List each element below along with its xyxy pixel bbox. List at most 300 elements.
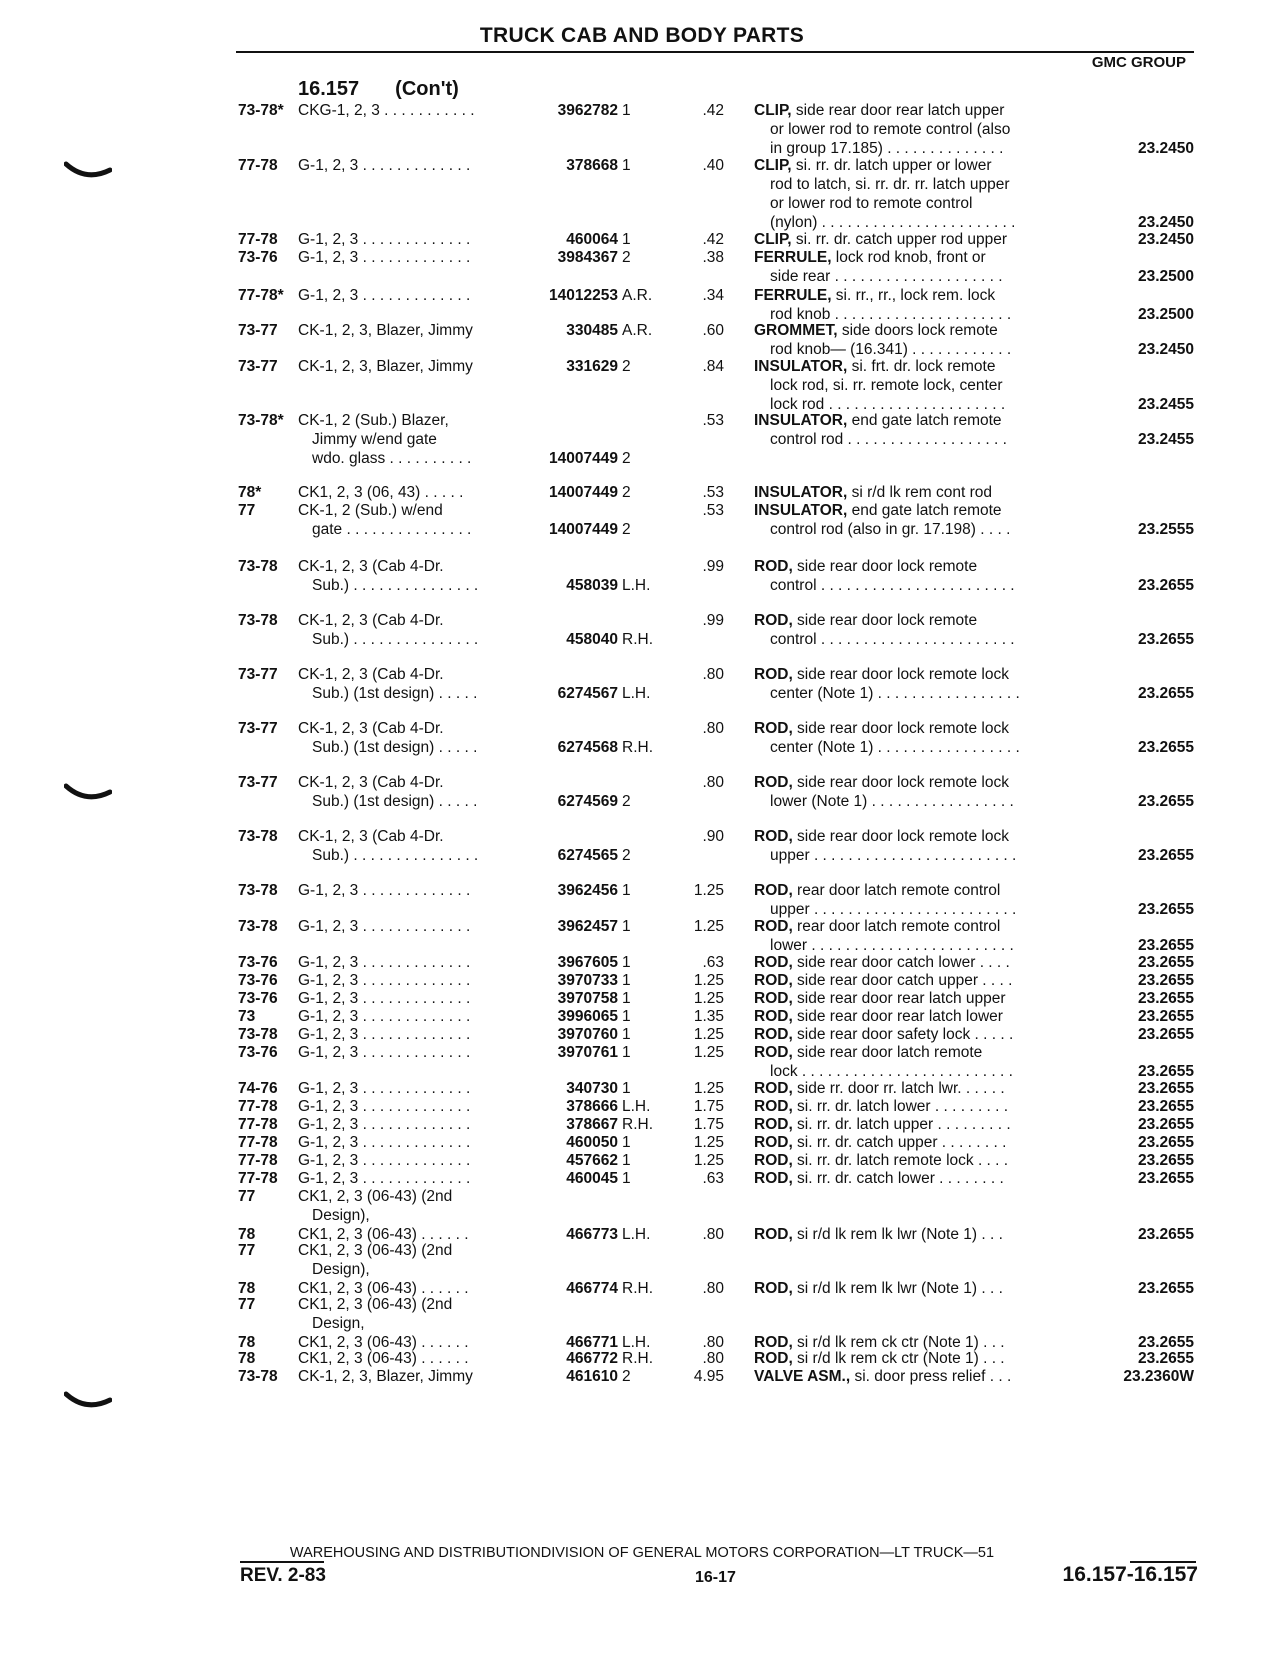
application-line: G-1, 2, 3 . . . . . . . . . . . . . bbox=[298, 1134, 471, 1151]
list-price: .34 bbox=[702, 287, 724, 304]
group-number: 23.2655 bbox=[1137, 1026, 1194, 1043]
list-price: 1.25 bbox=[693, 882, 724, 899]
description-line bbox=[754, 230, 1078, 249]
list-price: 4.95 bbox=[693, 1368, 724, 1385]
part-number: 3967605 bbox=[557, 954, 618, 971]
description-text: si. rr. dr. latch lower . . . . . . . . . bbox=[792, 1098, 1009, 1115]
list-price: .63 bbox=[702, 954, 724, 971]
description-line bbox=[754, 1169, 1078, 1188]
group-number: 23.2655 bbox=[1137, 793, 1194, 810]
model-years-cell bbox=[238, 719, 298, 738]
list-price: .53 bbox=[702, 484, 724, 501]
application-cell bbox=[298, 411, 510, 468]
application-line: Sub.) (1st design) . . . . . bbox=[312, 685, 478, 702]
application-line: CK-1, 2, 3 (Cab 4-Dr. bbox=[298, 612, 444, 629]
application-line: Sub.) . . . . . . . . . . . . . . . bbox=[312, 631, 479, 648]
part-name: CLIP, bbox=[754, 157, 792, 174]
quantity: R.H. bbox=[622, 739, 653, 756]
quantity: 2 bbox=[622, 484, 631, 501]
model-years-cell bbox=[238, 1133, 298, 1152]
description-line bbox=[754, 773, 1078, 792]
part-name: ROD, bbox=[754, 828, 793, 845]
model-years: 73-78 bbox=[238, 918, 278, 935]
application-cell bbox=[298, 101, 510, 120]
group-number: 23.2360W bbox=[1123, 1368, 1194, 1385]
description-line bbox=[754, 630, 1078, 649]
description-text: side rear door safety lock . . . . . bbox=[792, 1026, 1014, 1043]
footer-rule bbox=[240, 1561, 324, 1563]
list-price: 1.25 bbox=[693, 1080, 724, 1097]
list-price: 1.75 bbox=[693, 1098, 724, 1115]
application-cell bbox=[298, 501, 510, 539]
quantity: 1 bbox=[622, 882, 631, 899]
description-text: si r/d lk rem ck ctr (Note 1) . . . bbox=[792, 1334, 1005, 1351]
list-price: .40 bbox=[702, 157, 724, 174]
part-number: 460045 bbox=[566, 1170, 618, 1187]
binder-hole-mark bbox=[64, 1390, 112, 1412]
application-cell bbox=[298, 611, 510, 649]
part-name: ROD, bbox=[754, 1134, 793, 1151]
application-line: CK-1, 2, 3 (Cab 4-Dr. bbox=[298, 828, 444, 845]
quantity: 2 bbox=[622, 249, 631, 266]
description-text: si r/d lk rem ck ctr (Note 1) . . . bbox=[792, 1350, 1005, 1367]
application-line: CK-1, 2, 3 (Cab 4-Dr. bbox=[298, 774, 444, 791]
description-text: si. rr., rr., lock rem. lock bbox=[831, 287, 996, 304]
application-line: Sub.) . . . . . . . . . . . . . . . bbox=[312, 577, 479, 594]
list-price: .53 bbox=[702, 412, 724, 429]
model-years-cell bbox=[238, 483, 298, 502]
application-cell bbox=[298, 1133, 510, 1152]
application-line: G-1, 2, 3 . . . . . . . . . . . . . bbox=[298, 249, 471, 266]
list-price: .80 bbox=[702, 1350, 724, 1367]
application-cell bbox=[298, 719, 510, 757]
model-years: 77-78 bbox=[238, 1170, 278, 1187]
description-text: lower . . . . . . . . . . . . . . . . . . . . . . . . bbox=[770, 937, 1014, 954]
description-text: side rear door rear latch upper bbox=[791, 102, 1005, 119]
description-text: lock rod, si. rr. remote lock, center bbox=[770, 377, 1003, 394]
description-cell bbox=[754, 156, 1078, 232]
application-line: G-1, 2, 3 . . . . . . . . . . . . . bbox=[298, 1170, 471, 1187]
application-line: wdo. glass . . . . . . . . . . bbox=[312, 450, 472, 467]
model-years: 78 bbox=[238, 1226, 256, 1243]
description-text: si. door press relief . . . bbox=[850, 1368, 1012, 1385]
application-cell bbox=[298, 1295, 510, 1352]
part-name: ROD, bbox=[754, 774, 793, 791]
model-years: 73-76 bbox=[238, 249, 278, 266]
quantity: 1 bbox=[622, 1134, 631, 1151]
model-years: 77 bbox=[238, 1296, 256, 1313]
application-cell bbox=[298, 1349, 510, 1368]
list-price: .80 bbox=[702, 1280, 724, 1297]
description-text: (nylon) . . . . . . . . . . . . . . . . . . . . . . . bbox=[770, 214, 1016, 231]
description-text: side rear door rear latch lower bbox=[792, 1008, 1003, 1025]
description-line bbox=[754, 557, 1078, 576]
part-name: INSULATOR, bbox=[754, 484, 848, 501]
application-line: Sub.) (1st design) . . . . . bbox=[312, 739, 478, 756]
description-line bbox=[754, 1187, 1078, 1206]
description-line bbox=[754, 1007, 1078, 1026]
group-number: 23.2655 bbox=[1137, 1116, 1194, 1133]
description-cell bbox=[754, 1115, 1078, 1134]
group-number: 23.2450 bbox=[1137, 140, 1194, 157]
application-cell bbox=[298, 1151, 510, 1170]
application-line: G-1, 2, 3 . . . . . . . . . . . . . bbox=[298, 1026, 471, 1043]
application-cell bbox=[298, 483, 510, 502]
model-years: 78 bbox=[238, 1334, 256, 1351]
description-cell bbox=[754, 971, 1078, 990]
description-line bbox=[754, 576, 1078, 595]
list-price: 1.25 bbox=[693, 1044, 724, 1061]
description-line bbox=[754, 430, 1078, 449]
application-line: CK-1, 2 (Sub.) w/end bbox=[298, 502, 443, 519]
description-line bbox=[754, 917, 1078, 936]
model-years: 77-78 bbox=[238, 1134, 278, 1151]
part-name: CLIP, bbox=[754, 102, 792, 119]
model-years-cell bbox=[238, 321, 298, 340]
description-line bbox=[754, 881, 1078, 900]
model-years: 78 bbox=[238, 1350, 256, 1367]
part-name: ROD, bbox=[754, 666, 793, 683]
model-years: 73-78 bbox=[238, 882, 278, 899]
part-number: 378666 bbox=[566, 1098, 618, 1115]
quantity: 2 bbox=[622, 521, 631, 538]
application-line: CK1, 2, 3 (06-43) (2nd bbox=[298, 1296, 453, 1313]
description-cell bbox=[754, 719, 1078, 757]
part-number: 6274569 bbox=[557, 793, 618, 810]
model-years: 73-77 bbox=[238, 720, 278, 737]
description-text: side rear door catch lower . . . . bbox=[792, 954, 1010, 971]
description-line bbox=[754, 684, 1078, 703]
model-years-cell bbox=[238, 557, 298, 576]
description-line bbox=[754, 1241, 1078, 1260]
application-line: Design), bbox=[312, 1261, 370, 1278]
description-cell bbox=[754, 773, 1078, 811]
application-line: CK1, 2, 3 (06-43) . . . . . . bbox=[298, 1226, 469, 1243]
application-line: G-1, 2, 3 . . . . . . . . . . . . . bbox=[298, 1044, 471, 1061]
model-years: 77-78 bbox=[238, 1116, 278, 1133]
application-line: G-1, 2, 3 . . . . . . . . . . . . . bbox=[298, 231, 471, 248]
application-line: CK-1, 2, 3, Blazer, Jimmy bbox=[298, 322, 473, 339]
application-cell bbox=[298, 773, 510, 811]
part-name: FERRULE, bbox=[754, 287, 832, 304]
header-rule bbox=[236, 51, 1194, 53]
quantity: 1 bbox=[622, 918, 631, 935]
description-line bbox=[754, 101, 1078, 120]
model-years-cell bbox=[238, 1367, 298, 1386]
description-text: control rod (also in gr. 17.198) . . . . bbox=[770, 521, 1011, 538]
description-text: end gate latch remote bbox=[847, 412, 1002, 429]
description-line bbox=[754, 1349, 1078, 1368]
application-line: CK-1, 2, 3 (Cab 4-Dr. bbox=[298, 558, 444, 575]
model-years: 73-76 bbox=[238, 1044, 278, 1061]
description-text: side rear door lock remote lock bbox=[792, 666, 1009, 683]
list-price: .60 bbox=[702, 322, 724, 339]
part-number: 6274567 bbox=[557, 685, 618, 702]
description-text: si. rr. dr. catch upper . . . . . . . . bbox=[792, 1134, 1007, 1151]
list-price: .80 bbox=[702, 1334, 724, 1351]
part-number: 466771 bbox=[566, 1334, 618, 1351]
quantity: 1 bbox=[622, 1044, 631, 1061]
group-number: 23.2455 bbox=[1137, 431, 1194, 448]
description-text: center (Note 1) . . . . . . . . . . . . . . . . . bbox=[770, 685, 1020, 702]
part-number: 460050 bbox=[566, 1134, 618, 1151]
part-name: ROD, bbox=[754, 1152, 793, 1169]
description-cell bbox=[754, 1367, 1078, 1386]
description-line bbox=[754, 1115, 1078, 1134]
model-years: 77-78 bbox=[238, 231, 278, 248]
description-cell bbox=[754, 1043, 1078, 1081]
part-number: 378668 bbox=[566, 157, 618, 174]
description-cell bbox=[754, 286, 1078, 324]
list-price: .42 bbox=[702, 102, 724, 119]
part-name: INSULATOR, bbox=[754, 412, 848, 429]
quantity: L.H. bbox=[622, 1098, 651, 1115]
list-price: .63 bbox=[702, 1170, 724, 1187]
application-line: CK1, 2, 3 (06-43) (2nd bbox=[298, 1242, 453, 1259]
model-years: 73 bbox=[238, 1008, 256, 1025]
group-number: 23.2655 bbox=[1137, 1080, 1194, 1097]
application-line: G-1, 2, 3 . . . . . . . . . . . . . bbox=[298, 918, 471, 935]
model-years: 77-78 bbox=[238, 1152, 278, 1169]
application-line: Design), bbox=[312, 1207, 370, 1224]
list-price: 1.25 bbox=[693, 972, 724, 989]
model-years-cell bbox=[238, 286, 298, 305]
application-cell bbox=[298, 971, 510, 990]
model-years: 73-78 bbox=[238, 1368, 278, 1385]
description-text: or lower rod to remote control bbox=[770, 195, 973, 212]
model-years bbox=[238, 1260, 298, 1279]
description-line bbox=[754, 321, 1078, 340]
description-cell bbox=[754, 1241, 1078, 1298]
description-cell bbox=[754, 1349, 1078, 1368]
description-cell bbox=[754, 501, 1078, 539]
binder-hole-mark bbox=[64, 782, 112, 804]
description-cell bbox=[754, 1133, 1078, 1152]
part-name: ROD, bbox=[754, 1098, 793, 1115]
description-text: side rear door lock remote lock bbox=[792, 774, 1009, 791]
part-name: FERRULE, bbox=[754, 249, 832, 266]
quantity: R.H. bbox=[622, 1116, 653, 1133]
description-text: lock rod . . . . . . . . . . . . . . . . . . . . . bbox=[770, 396, 1006, 413]
description-line bbox=[754, 1097, 1078, 1116]
application-cell bbox=[298, 1241, 510, 1298]
part-name: ROD, bbox=[754, 1226, 793, 1243]
group-number: 23.2655 bbox=[1137, 1226, 1194, 1243]
description-text: side rear door lock remote bbox=[792, 558, 978, 575]
description-text: rod to latch, si. rr. dr. rr. latch upper bbox=[770, 176, 1010, 193]
description-text: side rear door latch remote bbox=[792, 1044, 983, 1061]
application-cell bbox=[298, 321, 510, 340]
model-years: 73-78* bbox=[238, 102, 284, 119]
model-years: 77-78 bbox=[238, 157, 278, 174]
description-text: upper . . . . . . . . . . . . . . . . . . . . . . . . bbox=[770, 847, 1017, 864]
application-cell bbox=[298, 248, 510, 267]
quantity: L.H. bbox=[622, 1226, 651, 1243]
application-cell bbox=[298, 881, 510, 900]
description-cell bbox=[754, 1295, 1078, 1352]
group-number: 23.2655 bbox=[1137, 1098, 1194, 1115]
model-years-cell bbox=[238, 1295, 298, 1352]
application-line: CK-1, 2, 3 (Cab 4-Dr. bbox=[298, 666, 444, 683]
quantity: 1 bbox=[622, 990, 631, 1007]
group-number: 23.2655 bbox=[1137, 1350, 1194, 1367]
part-number: 3996065 bbox=[557, 1008, 618, 1025]
quantity: 2 bbox=[622, 358, 631, 375]
description-cell bbox=[754, 411, 1078, 449]
description-line bbox=[754, 1260, 1078, 1279]
part-name: INSULATOR, bbox=[754, 358, 848, 375]
application-cell bbox=[298, 1367, 510, 1386]
quantity: 1 bbox=[622, 972, 631, 989]
application-cell bbox=[298, 357, 510, 376]
description-line bbox=[754, 248, 1078, 267]
list-price: .80 bbox=[702, 666, 724, 683]
description-cell bbox=[754, 665, 1078, 703]
description-cell bbox=[754, 1187, 1078, 1244]
description-line bbox=[754, 286, 1078, 305]
description-text: si. rr. dr. catch lower . . . . . . . . bbox=[792, 1170, 1004, 1187]
part-name: ROD, bbox=[754, 1116, 793, 1133]
list-price: 1.25 bbox=[693, 918, 724, 935]
description-line bbox=[754, 1206, 1078, 1225]
description-line bbox=[754, 611, 1078, 630]
model-years-cell bbox=[238, 101, 298, 120]
page-number: 16-17 bbox=[695, 1569, 736, 1586]
description-line bbox=[754, 1079, 1078, 1098]
group-number: 23.2655 bbox=[1137, 631, 1194, 648]
list-price: 1.25 bbox=[693, 1026, 724, 1043]
description-text: or lower rod to remote control (also bbox=[770, 121, 1011, 138]
description-text: rear door latch remote control bbox=[792, 918, 1001, 935]
part-number: 14007449 bbox=[549, 484, 618, 501]
part-number: 14007449 bbox=[549, 450, 618, 467]
group-number: 23.2450 bbox=[1137, 231, 1194, 248]
part-number: 458039 bbox=[566, 577, 618, 594]
application-line: gate . . . . . . . . . . . . . . . bbox=[312, 521, 472, 538]
description-text: rod knob . . . . . . . . . . . . . . . . . . . . . bbox=[770, 306, 1012, 323]
application-line: CK1, 2, 3 (06, 43) . . . . . bbox=[298, 484, 464, 501]
page-title: TRUCK CAB AND BODY PARTS bbox=[479, 24, 805, 47]
model-years-cell bbox=[238, 665, 298, 684]
description-text: side rear door lock remote lock bbox=[792, 720, 1009, 737]
quantity: L.H. bbox=[622, 1334, 651, 1351]
description-cell bbox=[754, 483, 1078, 502]
model-years: 73-76 bbox=[238, 954, 278, 971]
model-years: 73-78 bbox=[238, 558, 278, 575]
part-number: 466773 bbox=[566, 1226, 618, 1243]
model-years-cell bbox=[238, 1241, 298, 1298]
list-price: 1.25 bbox=[693, 990, 724, 1007]
description-line bbox=[754, 827, 1078, 846]
part-name: ROD, bbox=[754, 1026, 793, 1043]
part-number: 340730 bbox=[566, 1080, 618, 1097]
model-years: 73-76 bbox=[238, 972, 278, 989]
part-name: ROD, bbox=[754, 1334, 793, 1351]
description-line bbox=[754, 1295, 1078, 1314]
part-number: 3970733 bbox=[557, 972, 618, 989]
model-years-cell bbox=[238, 971, 298, 990]
application-line: Design, bbox=[312, 1315, 365, 1332]
application-line: CK1, 2, 3 (06-43) . . . . . . bbox=[298, 1334, 469, 1351]
list-price: 1.75 bbox=[693, 1116, 724, 1133]
application-line: G-1, 2, 3 . . . . . . . . . . . . . bbox=[298, 1098, 471, 1115]
group-number: 23.2455 bbox=[1137, 396, 1194, 413]
application-line: CK-1, 2 (Sub.) Blazer, bbox=[298, 412, 449, 429]
application-cell bbox=[298, 1097, 510, 1116]
group-number: 23.2655 bbox=[1137, 990, 1194, 1007]
description-cell bbox=[754, 321, 1078, 359]
description-line bbox=[754, 411, 1078, 430]
description-cell bbox=[754, 1097, 1078, 1116]
description-cell bbox=[754, 917, 1078, 955]
description-text: side doors lock remote bbox=[837, 322, 998, 339]
section-range: 16.157-16.157 bbox=[1062, 1563, 1198, 1586]
description-text: si. rr. dr. latch upper . . . . . . . . . bbox=[792, 1116, 1011, 1133]
part-number: 466774 bbox=[566, 1280, 618, 1297]
quantity: 1 bbox=[622, 1170, 631, 1187]
description-line bbox=[754, 194, 1078, 213]
part-name: VALVE ASM., bbox=[754, 1368, 851, 1385]
model-years: 73-78* bbox=[238, 412, 284, 429]
description-text: si r/d lk rem lk lwr (Note 1) . . . bbox=[792, 1226, 1003, 1243]
group-number: 23.2655 bbox=[1137, 739, 1194, 756]
description-line bbox=[754, 1151, 1078, 1170]
part-number: 457662 bbox=[566, 1152, 618, 1169]
application-cell bbox=[298, 1025, 510, 1044]
quantity: 2 bbox=[622, 450, 631, 467]
application-cell bbox=[298, 1169, 510, 1188]
application-line: Sub.) (1st design) . . . . . bbox=[312, 793, 478, 810]
description-cell bbox=[754, 827, 1078, 865]
description-line bbox=[754, 1025, 1078, 1044]
group-number: 23.2655 bbox=[1137, 954, 1194, 971]
part-name: ROD, bbox=[754, 1280, 793, 1297]
quantity: R.H. bbox=[622, 1280, 653, 1297]
model-years: 78 bbox=[238, 1280, 256, 1297]
description-line bbox=[754, 156, 1078, 175]
group-number: 23.2655 bbox=[1137, 847, 1194, 864]
description-line bbox=[754, 1133, 1078, 1152]
application-cell bbox=[298, 827, 510, 865]
application-line: Sub.) . . . . . . . . . . . . . . . bbox=[312, 847, 479, 864]
binder-hole-mark bbox=[64, 160, 112, 182]
part-name: ROD, bbox=[754, 990, 793, 1007]
model-years-cell bbox=[238, 1187, 298, 1244]
description-line bbox=[754, 1043, 1078, 1062]
group-label: GMC GROUP bbox=[1091, 54, 1186, 71]
part-name: ROD, bbox=[754, 1008, 793, 1025]
part-name: ROD, bbox=[754, 1350, 793, 1367]
description-text: si. frt. dr. lock remote bbox=[847, 358, 996, 375]
part-number: 3970760 bbox=[557, 1026, 618, 1043]
part-number: 3962456 bbox=[557, 882, 618, 899]
model-years: 74-76 bbox=[238, 1080, 278, 1097]
revision-label: REV. 2-83 bbox=[240, 1565, 326, 1586]
application-line: G-1, 2, 3 . . . . . . . . . . . . . bbox=[298, 287, 471, 304]
description-line bbox=[754, 1314, 1078, 1333]
description-text: side rr. door rr. latch lwr. . . . . . bbox=[792, 1080, 1005, 1097]
part-number: 331629 bbox=[566, 358, 618, 375]
group-number: 23.2555 bbox=[1137, 521, 1194, 538]
description-text: upper . . . . . . . . . . . . . . . . . . . . . . . . bbox=[770, 901, 1017, 918]
application-cell bbox=[298, 953, 510, 972]
group-number: 23.2500 bbox=[1137, 268, 1194, 285]
list-price: 1.25 bbox=[693, 1134, 724, 1151]
model-years-cell bbox=[238, 1097, 298, 1116]
part-number: 6274565 bbox=[557, 847, 618, 864]
group-number: 23.2450 bbox=[1137, 341, 1194, 358]
description-text: side rear door lock remote bbox=[792, 612, 978, 629]
